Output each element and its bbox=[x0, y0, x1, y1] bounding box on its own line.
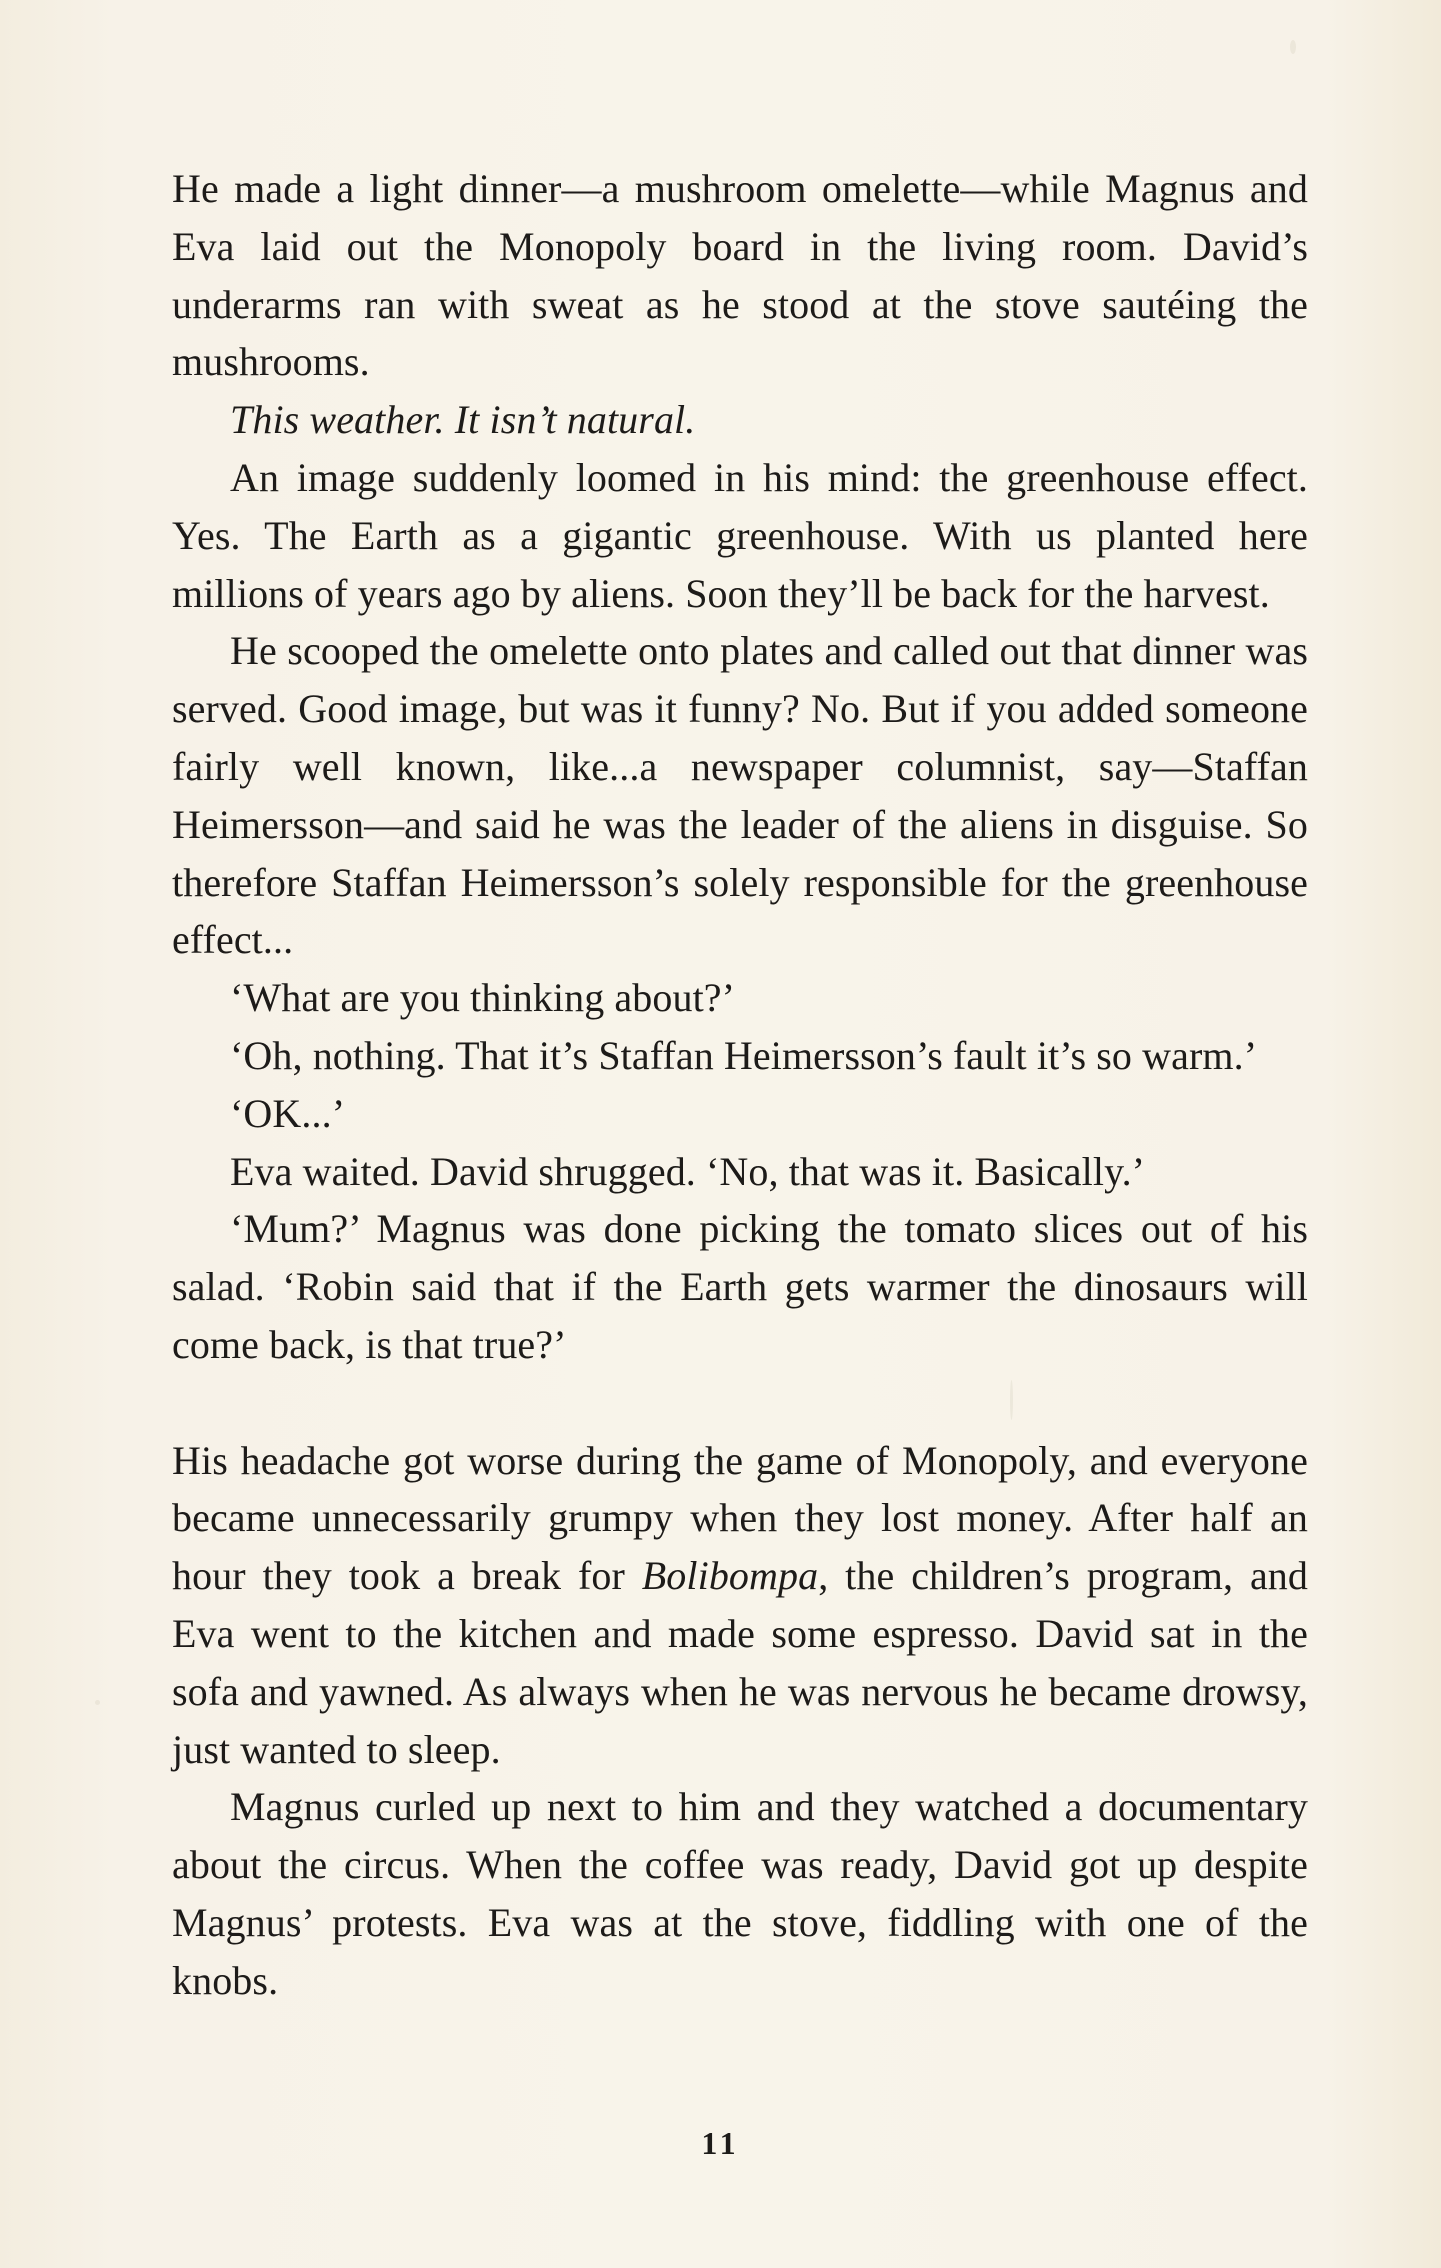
paragraph: He made a light dinner—a mushroom omelette—while Magnus and Eva laid out the Monopoly board in the living room. David’s underarms ran with sweat as he stood at the stove sautéing the mushrooms. bbox=[172, 166, 1308, 385]
dialogue-line: ‘OK...’ bbox=[230, 1090, 346, 1136]
paragraph: Magnus curled up next to him and they watched a documentary about the circus. When the coffee was ready, David got up despite Magnus’ protests. Eva was at the stove, fiddling with one of the knobs. bbox=[172, 1784, 1308, 2003]
italic-thought bbox=[172, 391, 1308, 449]
paragraph bbox=[172, 1432, 1308, 1779]
paragraph: He scooped the omelette onto plates and called out that dinner was served. Good image, but was it funny? No. But if you added someone fairly well known, like...a newspaper columnist, say—Staffan Heimersson—and said he was the leader of the aliens in disguise. So therefore Staffan Heimersson’s solely responsible for the greenhouse effect... bbox=[172, 628, 1308, 963]
paper-speck bbox=[95, 1700, 100, 1705]
paragraph-text: , the children’s program, and Eva went to the kitchen and made some espresso. David sat in the sofa and yawned. As always when he was nervous he became drowsy, just wanted to sleep. bbox=[172, 1553, 1309, 1772]
paragraph: An image suddenly loomed in his mind: the greenhouse effect. Yes. The Earth as a gigantic greenhouse. With us planted here millions of years ago by aliens. Soon they’ll be back for the harvest. bbox=[172, 454, 1308, 616]
italic-text: This weather. It isn’t natural. bbox=[230, 397, 696, 443]
paragraph-text: His headache got worse during the game of Monopoly, and everyone became unnecessarily grumpy when they lost money. After half an hour they took a break for bbox=[172, 1437, 1308, 1599]
dialogue-line: ‘Oh, nothing. That it’s Staffan Heimersson’s fault it’s so warm.’ bbox=[230, 1032, 1258, 1078]
page-number: 11 bbox=[701, 2125, 740, 2161]
body-text bbox=[172, 160, 1308, 2010]
dialogue-line: Eva waited. David shrugged. ‘No, that was it. Basically.’ bbox=[230, 1148, 1146, 1194]
dialogue-line: ‘Mum?’ Magnus was done picking the tomato slices out of his salad. ‘Robin said that if the Earth gets warmer the dinosaurs will come back, is that true?’ bbox=[172, 1206, 1308, 1367]
dialogue-line: ‘What are you thinking about?’ bbox=[230, 975, 736, 1021]
paper-speck bbox=[1290, 40, 1296, 54]
program-title: Bolibompa bbox=[641, 1553, 819, 1599]
